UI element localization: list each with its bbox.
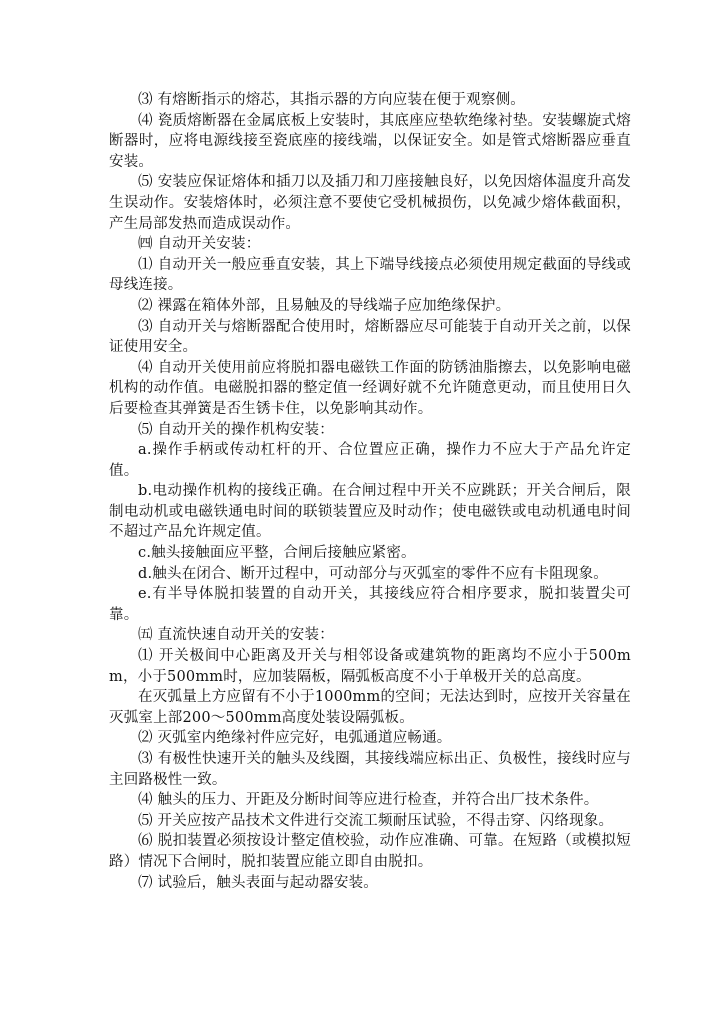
list-item-e: e.有半导体脱扣装置的自动开关，其接线应符合相序要求，脱扣装置尖可靠。 <box>109 586 631 623</box>
paragraph-dc-switch-1: ⑴ 开关极间中心距离及开关与相邻设备或建筑物的距离均不应小于500mm，小于500mm时，应加装隔板，隔弧板高度不小于单极开关的总高度。 <box>109 648 631 685</box>
list-item-b: b.电动操作机构的接线正确。在合闸过程中开关不应跳跃；开关合闸后，限制电动机或电磁铁通电时间的联锁装置应及时动作；使电磁铁或电动机通电时间不超过产品允许规定值。 <box>109 483 631 541</box>
paragraph-dc-switch-5: ⑸ 开关应按产品技术文件进行交流工频耐压试验，不得击穿、闪络现象。 <box>138 812 614 829</box>
paragraph-auto-switch-2: ⑵ 裸露在箱体外部，且易触及的导线端子应加绝缘保护。 <box>138 297 511 314</box>
document-body <box>109 90 631 893</box>
section-heading-auto-switch: ㈣ 自动开关安装： <box>138 236 261 253</box>
list-item-d: d.触头在闭合、断开过程中，可动部分与灭弧室的零件不应有卡阻现象。 <box>138 565 608 582</box>
paragraph-dc-switch-6: ⑹ 脱扣装置必须按设计整定值校验，动作应准确、可靠。在短路（或模拟短路）情况下合闸时，脱扣装置应能立即自由脱扣。 <box>109 833 631 870</box>
list-item-a: a.操作手柄或传动杠杆的开、合位置应正确，操作力不应大于产品允许定值。 <box>109 442 631 479</box>
paragraph-dc-switch-3: ⑶ 有极性快速开关的触头及线圈，其接线端应标出正、负极性，接线时应与主回路极性一致。 <box>109 751 631 788</box>
section-heading-dc-switch: ㈤ 直流快速自动开关的安装： <box>138 627 334 644</box>
paragraph-porcelain-fuse: ⑷ 瓷质熔断器在金属底板上安装时，其底座应垫软绝缘衬垫。安装螺旋式熔断器时，应将电源线接至瓷底座的接线端，以保证安全。如是管式熔断器应垂直安装。 <box>109 112 631 170</box>
paragraph-auto-switch-5: ⑸ 自动开关的操作机构安装： <box>138 421 334 438</box>
paragraph-fuse-indicator: ⑶ 有熔断指示的熔芯，其指示器的方向应装在便于观察侧。 <box>138 92 526 108</box>
paragraph-dc-switch-space: 在灭弧量上方应留有不小于1000mm的空间；无法达到时，应按开关容量在灭弧室上部200～500mm高度处装设隔弧板。 <box>109 689 631 726</box>
paragraph-dc-switch-4: ⑷ 触头的压力、开距及分断时间等应进行检查，并符合出厂技术条件。 <box>138 792 599 809</box>
list-item-c: c.触头接触面应平整，合闸后接触应紧密。 <box>138 545 416 562</box>
paragraph-auto-switch-4: ⑷ 自动开关使用前应将脱扣器电磁铁工作面的防锈油脂擦去，以免影响电磁机构的动作值。电磁脱扣器的整定值一经调好就不允许随意更动，而且使用日久后要检查其弹簧是否生锈卡住，以免影响其动作。 <box>109 359 631 417</box>
paragraph-auto-switch-1: ⑴ 自动开关一般应垂直安装，其上下端导线接点必须使用规定截面的导线或母线连接。 <box>109 256 631 294</box>
paragraph-dc-switch-2: ⑵ 灭弧室内绝缘衬件应完好，电弧通道应畅通。 <box>138 730 452 747</box>
paragraph-fuse-contact: ⑸ 安装应保证熔体和插刀以及插刀和刀座接触良好，以免因熔体温度升高发生误动作。安装熔体时，必须注意不要使它受机械损伤，以免减少熔体截面积，产生局部发热而造成误动作。 <box>109 174 631 232</box>
paragraph-dc-switch-7: ⑺ 试验后，触头表面与起动器安装。 <box>138 874 379 891</box>
paragraph-auto-switch-3: ⑶ 自动开关与熔断器配合使用时，熔断器应尽可能装于自动开关之前，以保证使用安全。 <box>109 318 631 356</box>
